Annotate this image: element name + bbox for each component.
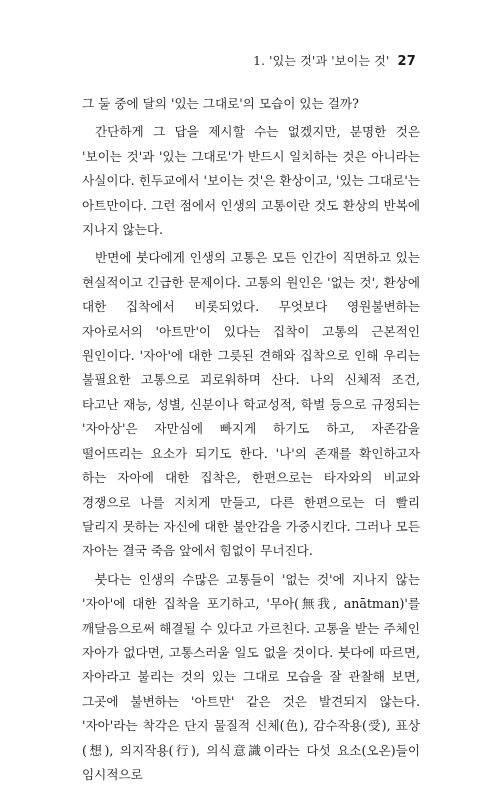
page-number: 27 <box>397 54 416 69</box>
paragraph-buddha-suffering: 반면에 붓다에게 인생의 고통은 모든 인간이 직면하고 있는 현실적이고 긴급한 문제이다. 고통의 원인은 '없는 것', 환상에 대한 집착에서 비롯되었다. 무엇보다 영원불변하는 자아로서의 '아트만'이 있다는 집착이 고통의 근본적인 원인이다. '자아'에 대한 그릇된 견해와 집착으로 인해 우리는 불필요한 고통으로 괴로워하며 산다. 나의 신체적 조건, 타고난 재능, 성별, 신분이나 학교성적, 학벌 등으로 규정되는 '자아상'은 자만심에 빠지게 하기도 하고, 자존감을 떨어뜨리는 요소가 되기도 한다. '나'의 존재를 확인하고자 하는 자아에 대한 집착은, 한편으로는 타자와의 비교와 경쟁으로 나를 지치게 만들고, 다른 한편으로는 더 빨리 달리지 못하는 자신에 대한 불안감을 가중시킨다. 그러나 모든 자아는 결국 죽음 앞에서 힘없이 무너진다. <box>82 250 420 559</box>
paragraph-question: 그 둘 중에 달의 '있는 그대로'의 모습이 있는 걸까? <box>82 96 359 111</box>
running-header <box>253 52 416 69</box>
paragraph-hinduism: 간단하게 그 답을 제시할 수는 없겠지만, 분명한 것은 '보이는 것'과 '있는 그대로'가 반드시 일치하는 것은 아니라는 사실이다. 힌두교에서 '보이는 것'은 환상이고, '있는 그대로'는 아트만이다. 그런 점에서 인생의 고통이란 것도 환상의 반복에 지나지 않는다. <box>82 124 420 238</box>
body-text <box>82 92 420 787</box>
paragraph-anatman: 붓다는 인생의 수많은 고통들이 '없는 것'에 지나지 않는 '자아'에 대한 집착을 포기하고, '무아(無我, anātman)'를 깨달음으로써 해결될 수 있다고 가르친다. 고통을 받는 주체인 자아가 없다면, 고통스러울 일도 없을 것이다. 붓다에 따르면, 자아라고 불리는 것의 있는 그대로 모습을 잘 관찰해 보면, 그곳에 불변하는 '아트만' 같은 것은 발견되지 않는다. '자아'라는 착각은 단지 물질적 신체(色), 감수작용(受), 표상(想), 의지작용(行), 의식意識이라는 다섯 요소(오온)들이 임시적으로 <box>82 571 420 782</box>
chapter-title: 1. '있는 것'과 '보이는 것' <box>253 54 390 68</box>
